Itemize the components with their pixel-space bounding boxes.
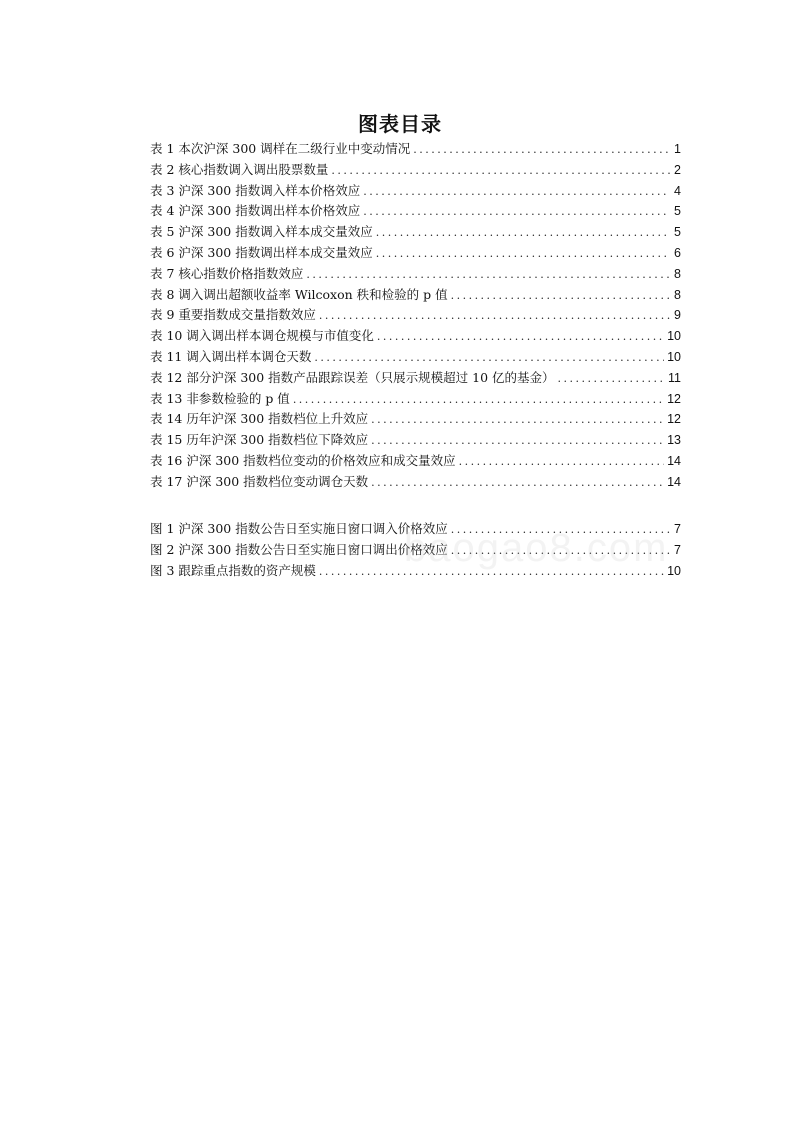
figure-entry[interactable] bbox=[150, 519, 681, 540]
table-entry-page-number: 4 bbox=[674, 183, 681, 198]
figure-entry-page-number: 7 bbox=[674, 522, 681, 536]
table-entry-page-number: 14 bbox=[667, 474, 681, 489]
table-entry[interactable] bbox=[150, 305, 681, 326]
table-entry-page-number: 5 bbox=[674, 204, 681, 219]
dot-leader bbox=[451, 520, 670, 541]
table-entry[interactable] bbox=[150, 243, 681, 264]
dot-leader bbox=[377, 327, 664, 348]
table-entry-label: 表 5 沪深 300 指数调入样本成交量效应 bbox=[150, 224, 373, 240]
table-entry-page-number: 1 bbox=[674, 142, 681, 156]
dot-leader bbox=[363, 182, 670, 203]
table-entry[interactable] bbox=[150, 201, 681, 222]
dot-leader bbox=[451, 286, 670, 307]
dot-leader bbox=[413, 140, 670, 161]
table-entry[interactable] bbox=[150, 222, 681, 243]
table-entry-label: 表 14 历年沪深 300 指数档位上升效应 bbox=[150, 411, 369, 427]
table-entry[interactable] bbox=[150, 389, 681, 410]
table-entry-label: 表 15 历年沪深 300 指数档位下降效应 bbox=[150, 432, 369, 448]
table-entry-label: 表 8 调入调出超额收益率 Wilcoxon 秩和检验的 p 值 bbox=[150, 286, 448, 302]
table-entry[interactable] bbox=[150, 451, 681, 472]
table-entry-page-number: 14 bbox=[667, 453, 681, 468]
table-entry-page-number: 12 bbox=[667, 412, 681, 427]
figure-entry[interactable] bbox=[150, 561, 681, 582]
table-entry-label: 表 12 部分沪深 300 指数产品跟踪误差（只展示规模超过 10 亿的基金） bbox=[150, 369, 555, 385]
dot-leader bbox=[314, 348, 664, 369]
table-entry[interactable] bbox=[150, 181, 681, 202]
dot-leader bbox=[376, 244, 670, 265]
table-entry[interactable] bbox=[150, 347, 681, 368]
table-entry-page-number: 8 bbox=[674, 266, 681, 281]
table-entry-label: 表 9 重要指数成交量指数效应 bbox=[150, 307, 316, 323]
table-entry-label: 表 2 核心指数调入调出股票数量 bbox=[150, 161, 329, 177]
table-entry-label: 表 7 核心指数价格指数效应 bbox=[150, 265, 304, 281]
dot-leader bbox=[371, 431, 664, 452]
table-entry-page-number: 6 bbox=[674, 245, 681, 260]
table-entry-label: 表 1 本次沪深 300 调样在二级行业中变动情况 bbox=[150, 141, 411, 156]
dot-leader bbox=[319, 562, 664, 583]
table-entry-page-number: 11 bbox=[668, 370, 681, 385]
watermark: baogao8.com bbox=[404, 526, 669, 570]
dot-leader bbox=[293, 390, 664, 411]
figure-entry-label: 图 1 沪深 300 指数公告日至实施日窗口调入价格效应 bbox=[150, 521, 448, 536]
figure-entry-page-number: 7 bbox=[674, 542, 681, 557]
table-entry-label: 表 16 沪深 300 指数档位变动的价格效应和成交量效应 bbox=[150, 452, 456, 468]
figure-entry-label: 图 2 沪深 300 指数公告日至实施日窗口调出价格效应 bbox=[150, 541, 448, 557]
table-entry-label: 表 17 沪深 300 指数档位变动调仓天数 bbox=[150, 473, 369, 489]
table-entry-label: 表 6 沪深 300 指数调出样本成交量效应 bbox=[150, 244, 373, 260]
table-entry[interactable] bbox=[150, 285, 681, 306]
table-entry-label: 表 11 调入调出样本调仓天数 bbox=[150, 348, 312, 364]
table-entry-page-number: 2 bbox=[674, 162, 681, 177]
table-entry[interactable] bbox=[150, 139, 681, 160]
table-entry-page-number: 10 bbox=[667, 329, 681, 344]
table-entry[interactable] bbox=[150, 160, 681, 181]
table-entry-page-number: 10 bbox=[667, 349, 681, 364]
dot-leader bbox=[331, 161, 670, 182]
dot-leader bbox=[459, 452, 664, 473]
table-entry-page-number: 8 bbox=[674, 287, 681, 302]
figure-list bbox=[150, 519, 681, 581]
dot-leader bbox=[558, 369, 666, 390]
table-entry-page-number: 5 bbox=[674, 225, 681, 240]
dot-leader bbox=[306, 265, 670, 286]
table-entry[interactable] bbox=[150, 368, 681, 389]
table-entry-page-number: 9 bbox=[674, 308, 681, 323]
figure-entry[interactable] bbox=[150, 540, 681, 561]
table-entry[interactable] bbox=[150, 430, 681, 451]
dot-leader bbox=[371, 410, 664, 431]
table-entry-label: 表 10 调入调出样本调仓规模与市值变化 bbox=[150, 328, 374, 344]
table-entry[interactable] bbox=[150, 472, 681, 493]
dot-leader bbox=[319, 306, 670, 327]
dot-leader bbox=[451, 541, 670, 562]
figure-entry-page-number: 10 bbox=[667, 563, 681, 578]
table-entry-label: 表 13 非参数检验的 p 值 bbox=[150, 390, 290, 406]
table-entry-label: 表 3 沪深 300 指数调入样本价格效应 bbox=[150, 182, 361, 198]
table-entry[interactable] bbox=[150, 264, 681, 285]
dot-leader bbox=[376, 223, 670, 244]
dot-leader bbox=[363, 202, 670, 223]
table-entry-page-number: 12 bbox=[667, 391, 681, 406]
dot-leader bbox=[371, 473, 664, 494]
page-title: 图表目录 bbox=[358, 112, 442, 136]
table-entry[interactable] bbox=[150, 409, 681, 430]
table-entry-label: 表 4 沪深 300 指数调出样本价格效应 bbox=[150, 203, 361, 219]
table-list bbox=[150, 139, 681, 493]
figure-entry-label: 图 3 跟踪重点指数的资产规模 bbox=[150, 562, 316, 578]
table-entry-page-number: 13 bbox=[667, 433, 681, 448]
table-entry[interactable] bbox=[150, 326, 681, 347]
